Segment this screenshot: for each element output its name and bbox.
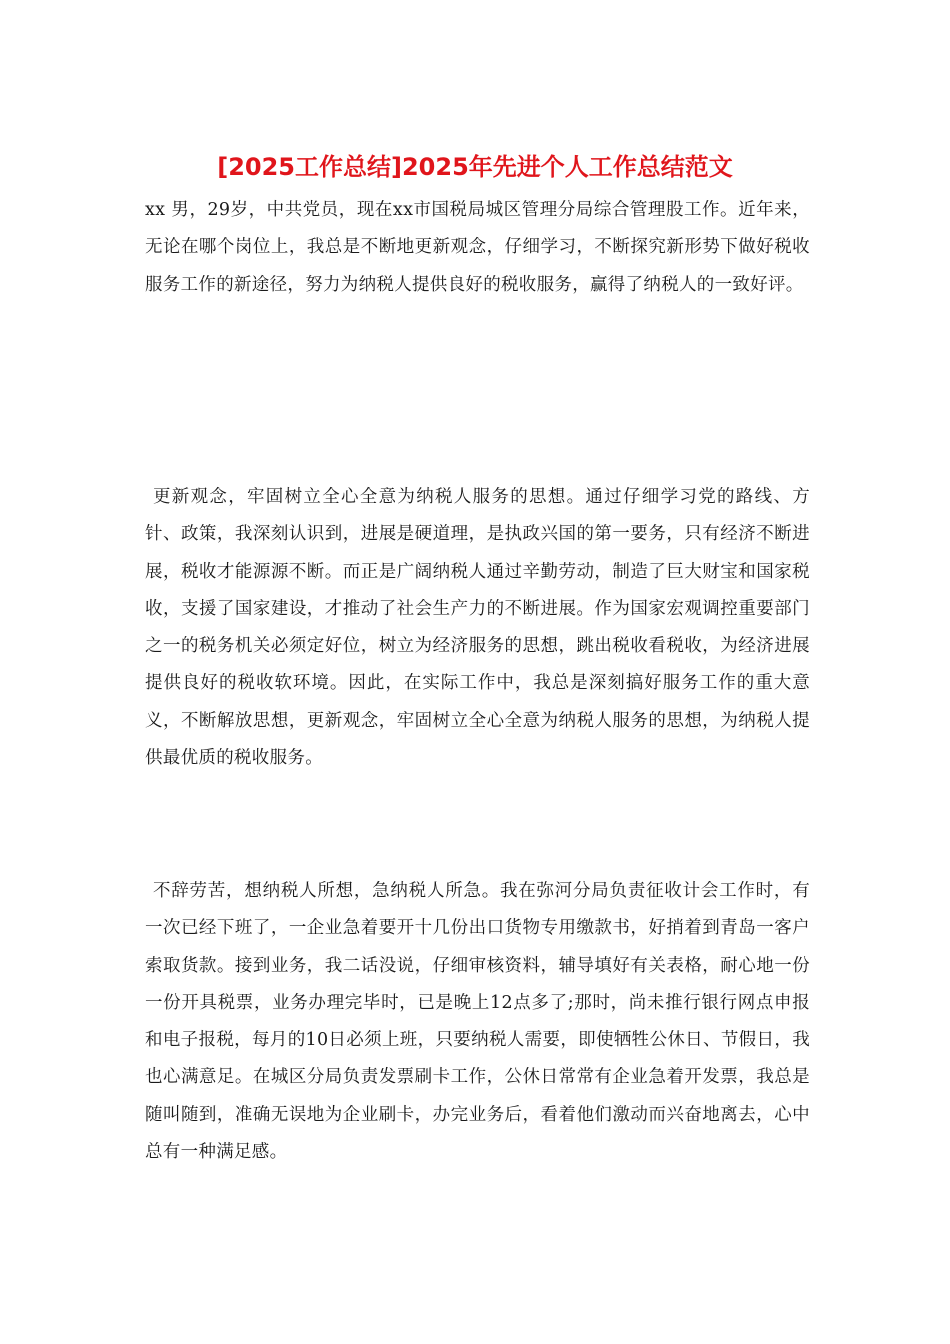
document-title: [2025工作总结]2025年先进个人工作总结范文 (217, 153, 733, 181)
paragraph-update-concept: 更新观念，牢固树立全心全意为纳税人服务的思想。通过仔细学习党的路线、方针、政策，我深刻认识到，进展是硬道理，是执政兴国的第一要务，只有经济不断进展，税收才能源源不断。而正是广阔纳税人通过辛勤劳动，制造了巨大财宝和国家税收，支援了国家建设，才推动了社会生产力的不断进展。作为国家宏观调控重要部门之一的税务机关必须定好位，树立为经济服务的思想，跳出税收看税收，为经济进展提供良好的税收软环境。因此，在实际工作中，我总是深刻搞好服务工作的重大意义，不断解放思想，更新观念，牢固树立全心全意为纳税人服务的思想，为纳税人提供最优质的税收服务。 (145, 487, 810, 769)
paragraph-intro: xx 男，29岁，中共党员，现在xx市国税局城区管理分局综合管理股工作。近年来，无论在哪个岗位上，我总是不断地更新观念，仔细学习，不断探究新形势下做好税收服务工作的新途径，努力为纳税人提供良好的税收服务，赢得了纳税人的一致好评。 (145, 200, 810, 295)
paragraph-hard-work: 不辞劳苦，想纳税人所想，急纳税人所急。我在弥河分局负责征收计会工作时，有一次已经下班了，一企业急着要开十几份出口货物专用缴款书，好捎着到青岛一客户索取货款。接到业务，我二话没说，仔细审核资料，辅导填好有关表格，耐心地一份一份开具税票，业务办理完毕时，已是晚上12点多了;那时，尚未推行银行网点申报和电子报税，每月的10日必须上班，只要纳税人需要，即使牺牲公休日、节假日，我也心满意足。在城区分局负责发票刷卡工作，公休日常常有企业急着开发票，我总是随叫随到，准确无误地为企业刷卡，办完业务后，看着他们激动而兴奋地离去，心中总有一种满足感。 (145, 881, 810, 1163)
